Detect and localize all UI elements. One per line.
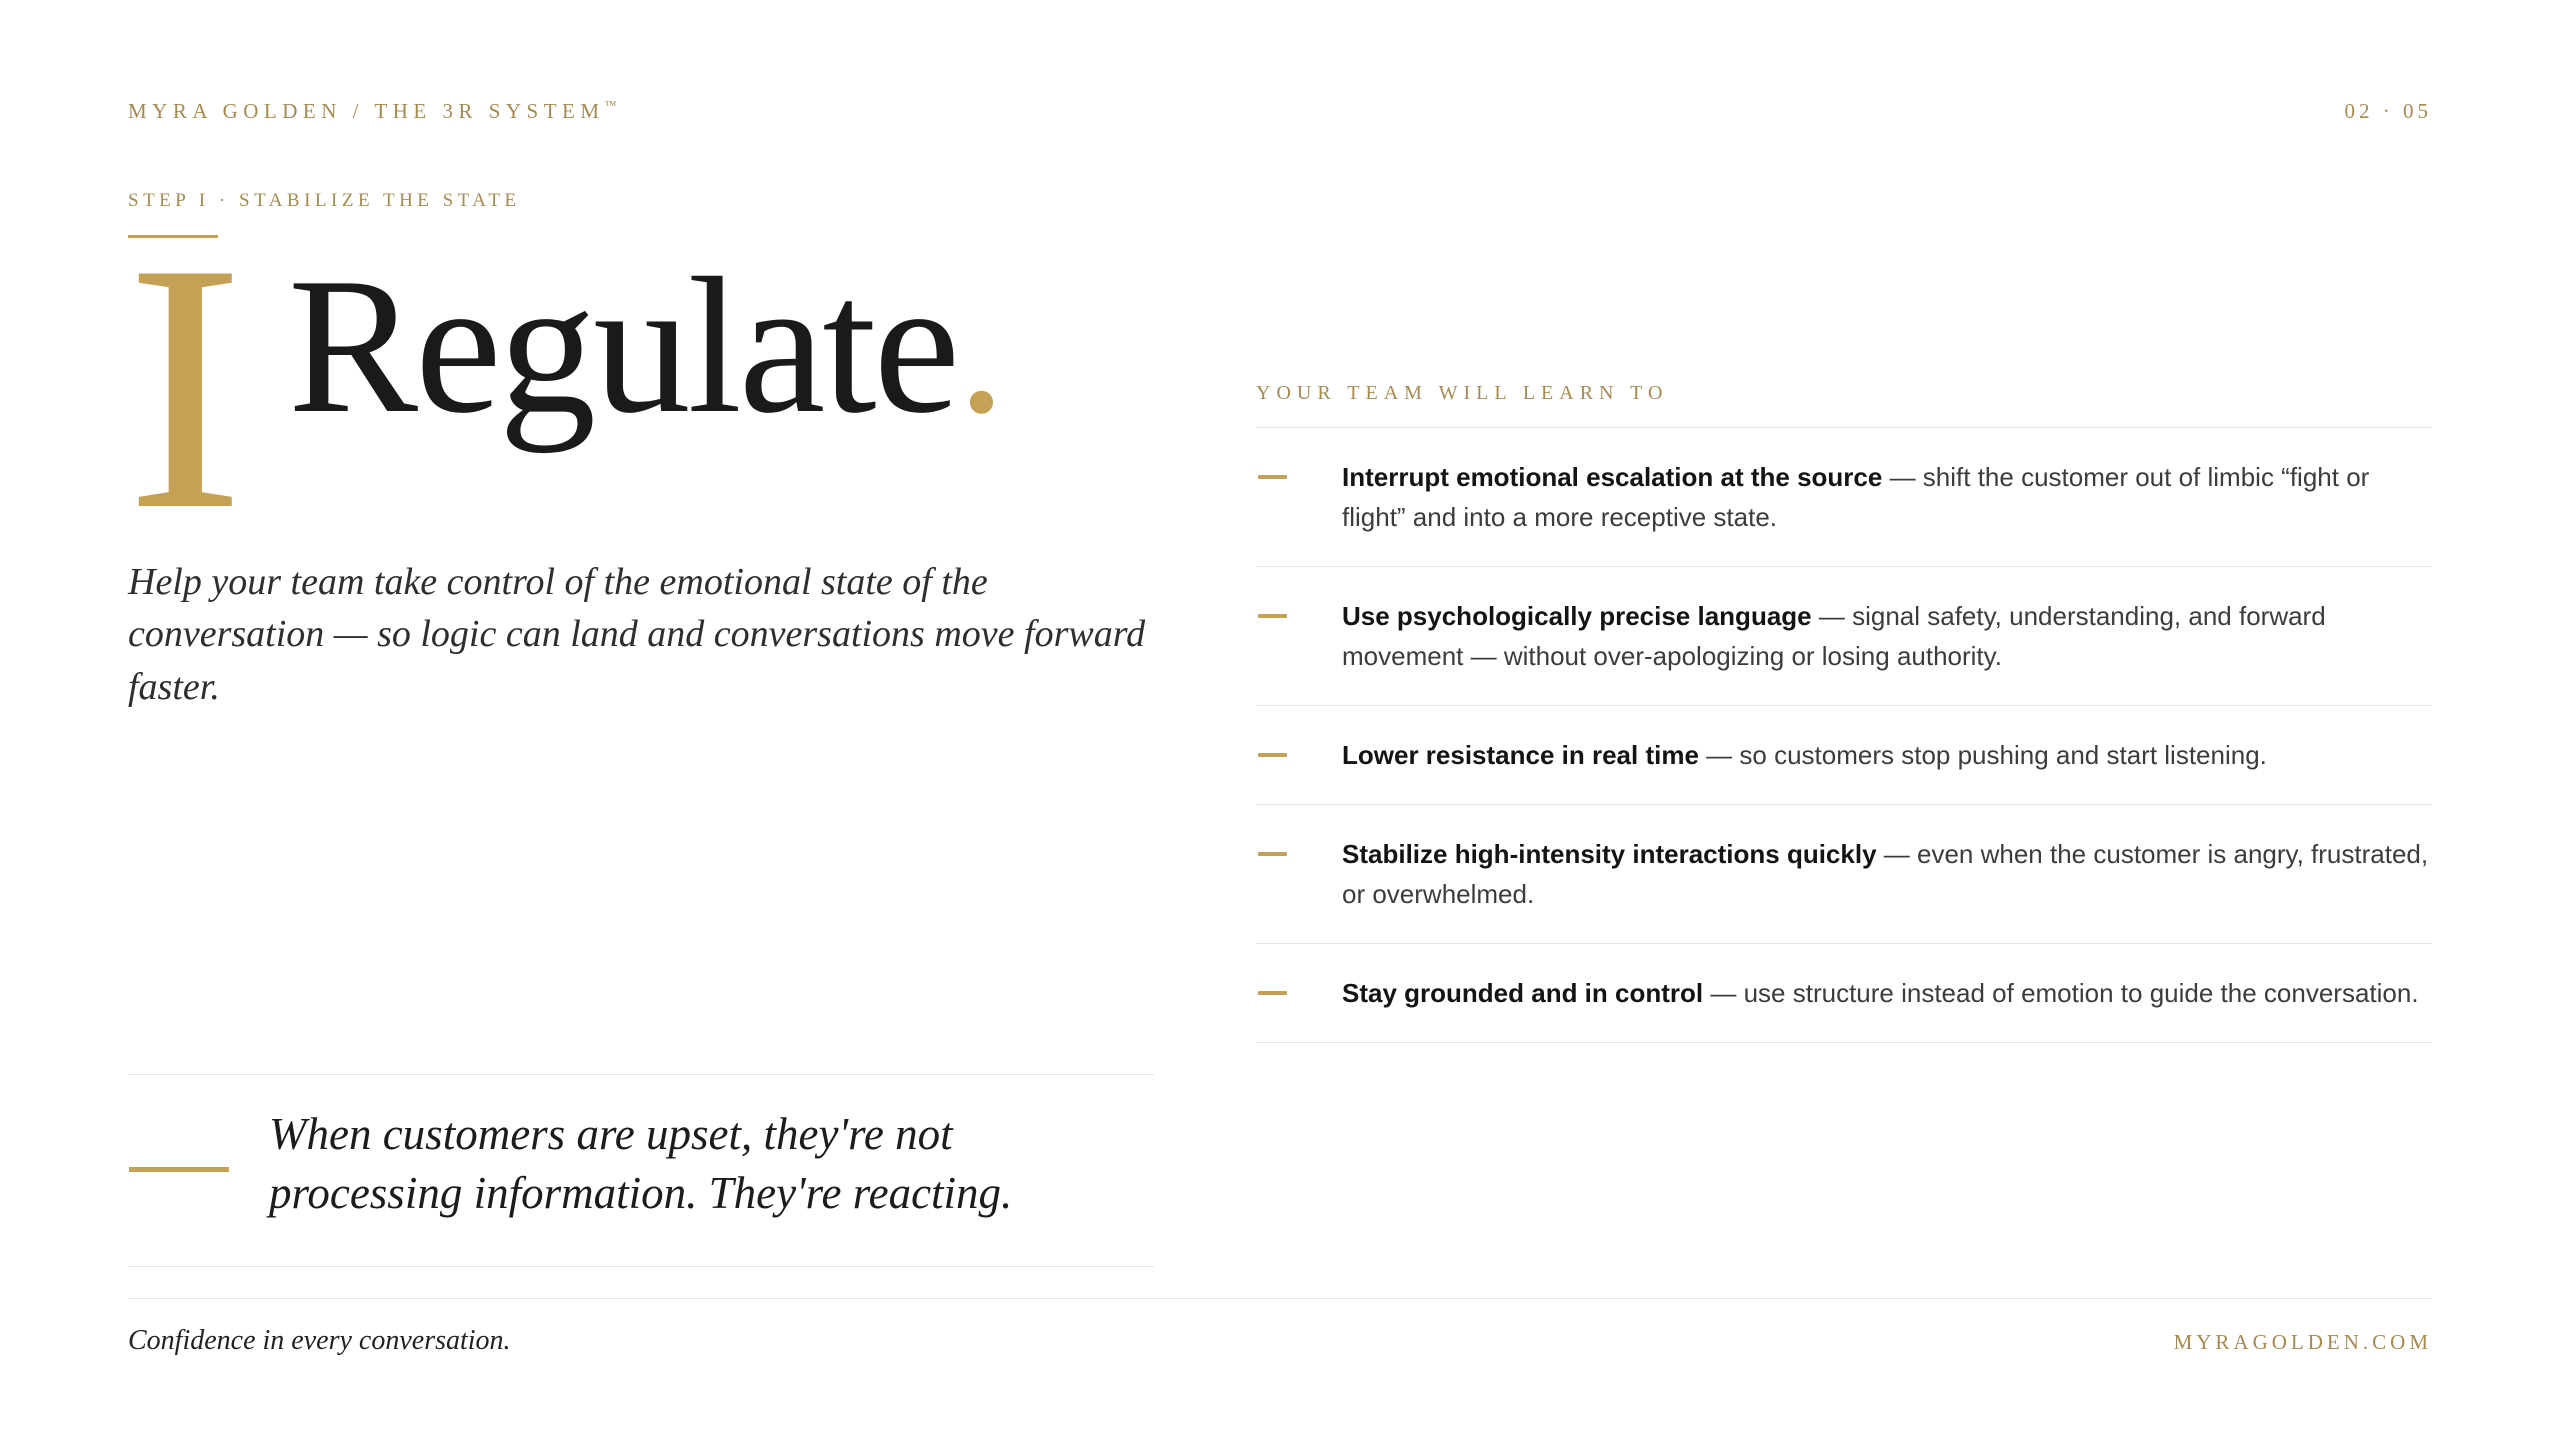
learn-item-text xyxy=(1342,596,2432,676)
page-title-period: . xyxy=(957,238,1003,454)
step-eyebrow: STEP I · STABILIZE THE STATE xyxy=(128,190,521,211)
page-title-text: Regulate xyxy=(288,238,958,454)
dash-icon xyxy=(1258,475,1287,479)
footer xyxy=(128,1298,2432,1357)
quote-text: When customers are upset, they're not processing information. They're reacting. xyxy=(269,1109,1013,1218)
learn-item-bold: Lower resistance in real time xyxy=(1342,740,1699,770)
trademark-symbol: ™ xyxy=(604,98,618,112)
quote-dash-icon xyxy=(129,1167,229,1172)
learn-item-4 xyxy=(1256,805,2432,944)
learn-item-text xyxy=(1342,973,2419,1013)
learn-item-3 xyxy=(1256,706,2432,805)
learn-item-rest: — even when the customer is angry, frustrated, or overwhelmed. xyxy=(1342,839,2429,909)
brand-text: MYRA GOLDEN / THE 3R SYSTEM xyxy=(128,99,605,123)
learn-item-2 xyxy=(1256,567,2432,706)
dash-icon xyxy=(1258,614,1287,618)
page-title xyxy=(288,238,1003,454)
learn-item-bold: Use psychologically precise language xyxy=(1342,601,1812,631)
lead-paragraph: Help your team take control of the emotional state of the conversation — so logic can land and conversations move forward faster. xyxy=(128,561,1146,708)
quote-block xyxy=(128,1074,1154,1267)
learn-item-rest: — use structure instead of emotion to guide the conversation. xyxy=(1710,978,2419,1008)
page-indicator: 02 · 05 xyxy=(2344,99,2432,123)
learn-item-text xyxy=(1342,834,2432,914)
step-numeral: I xyxy=(126,190,245,583)
learn-column xyxy=(1256,382,2432,1043)
learn-item-5 xyxy=(1256,944,2432,1043)
footer-tagline: Confidence in every conversation. xyxy=(128,1325,511,1356)
learn-label: YOUR TEAM WILL LEARN TO xyxy=(1256,382,2432,428)
learn-item-rest: — so customers stop pushing and start listening. xyxy=(1706,740,2267,770)
dash-icon xyxy=(1258,852,1287,856)
dash-icon xyxy=(1258,753,1287,757)
learn-item-rest: — shift the customer out of limbic “fight or flight” and into a more receptive state. xyxy=(1342,462,2370,532)
learn-item-rest: — signal safety, understanding, and forward movement — without over-apologizing or losing authority. xyxy=(1342,601,2326,671)
learn-item-text xyxy=(1342,457,2432,537)
top-bar xyxy=(128,98,2432,124)
brand-lockup xyxy=(128,98,617,124)
dash-icon xyxy=(1258,991,1287,995)
learn-item-bold: Interrupt emotional escalation at the source xyxy=(1342,462,1883,492)
learn-item-1 xyxy=(1256,428,2432,567)
footer-website-link[interactable]: MYRAGOLDEN.COM xyxy=(2173,1330,2432,1354)
learn-item-text xyxy=(1342,735,2267,775)
learn-item-bold: Stay grounded and in control xyxy=(1342,978,1704,1008)
learn-item-bold: Stabilize high-intensity interactions quickly xyxy=(1342,839,1877,869)
